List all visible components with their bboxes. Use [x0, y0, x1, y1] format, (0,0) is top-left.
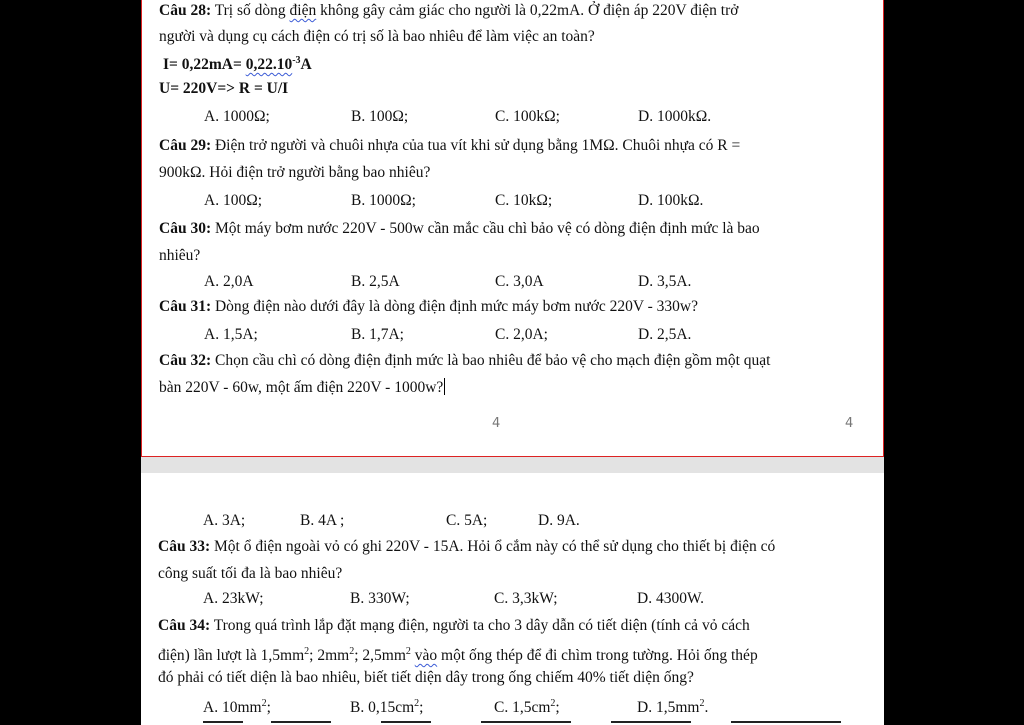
q30-text-a: Một máy bơm nước 220V - 500w cần mắc cầu chì bảo vệ có dòng điện định mức là bao [211, 220, 760, 237]
question-31-line-1 [159, 298, 698, 316]
cut-off-text-fragment [611, 721, 691, 723]
q32-text-b: bàn 220V - 60w, một ấm điện 220V - 1000w? [159, 379, 444, 396]
q32-text-a: Chọn cầu chì có dòng điện định mức là bao nhiêu để bảo vệ cho mạch điện gồm một quạt [211, 352, 771, 369]
q31-option-d: D. 2,5A. [638, 326, 692, 343]
q32-option-b: B. 4A ; [300, 512, 345, 529]
question-32-line-1 [159, 352, 770, 370]
q34-option-b-sup: 2 [414, 698, 420, 709]
q29-option-a: A. 100Ω; [204, 192, 263, 209]
question-28-label: Câu 28: [159, 2, 212, 19]
q29-option-c: C. 10kΩ; [495, 192, 553, 209]
cut-off-text-fragment [481, 721, 571, 723]
q33-option-b: B. 330W; [350, 590, 410, 607]
question-34-line-2 [158, 643, 758, 665]
q34-option-b-suffix: ; [419, 699, 424, 717]
q34-text-c: ; 2mm [309, 647, 350, 665]
q34-option-d [637, 695, 708, 717]
q28-text-c: không gây cảm giác cho người là 0,22mA. Ở điện áp 220V điện trở [316, 2, 739, 19]
q31-text-a: Dòng điện nào dưới đây là dòng điện định mức máy bơm nước 220V - 330w? [211, 298, 698, 315]
q32-option-d: D. 9A. [538, 512, 580, 529]
question-30-line-1 [159, 220, 760, 238]
q28-option-b: B. 100Ω; [351, 108, 409, 125]
q34-text-e: một ống thép để đi chìm trong tường. Hỏi ống thép [437, 647, 758, 665]
q34-text-d: ; 2,5mm [354, 647, 406, 665]
q33-option-d: D. 4300W. [637, 590, 705, 607]
question-33-line-2: công suất tối đa là bao nhiêu? [158, 565, 343, 582]
question-30-line-2: nhiêu? [159, 247, 201, 264]
q28-option-a: A. 1000Ω; [204, 108, 270, 125]
page-gap [141, 457, 884, 473]
q34-option-c-text: C. 1,5cm [494, 699, 551, 717]
q34-option-b-text: B. 0,15cm [350, 699, 415, 717]
page-number-right: 4 [845, 416, 854, 431]
q33-option-c: C. 3,3kW; [494, 590, 558, 607]
question-34-line-3: đó phải có tiết diện là bao nhiêu, biết tiết diện dây trong ống chiếm 40% tiết diện ống? [158, 669, 694, 686]
question-29-line-1 [159, 137, 740, 155]
q34-text-b: điện) lần lượt là 1,5mm [158, 647, 305, 665]
q28-text-a: Trị số dòng [211, 2, 286, 19]
q31-option-a: A. 1,5A; [204, 326, 258, 343]
q34-option-d-text: D. 1,5mm [637, 699, 700, 717]
q34-sup-3: 2 [405, 646, 411, 657]
question-31-label: Câu 31: [159, 298, 212, 315]
q31-option-b: B. 1,7A; [351, 326, 404, 343]
q34-option-c [494, 695, 560, 717]
question-30-label: Câu 30: [159, 220, 212, 237]
cut-off-text-fragment [203, 721, 243, 723]
q34-option-d-sup: 2 [699, 698, 705, 709]
q28-calc-exponent: -3 [292, 55, 301, 66]
question-34-line-1 [158, 617, 750, 635]
document-page-1 [141, 0, 884, 457]
q34-option-c-suffix: ; [555, 699, 560, 717]
q34-option-a-text: A. 10mm [203, 699, 262, 717]
q29-option-b: B. 1000Ω; [351, 192, 416, 209]
cut-off-text-fragment [271, 721, 331, 723]
question-28-line-2: người và dụng cụ cách điện có trị số là bao nhiêu để làm việc an toàn? [159, 28, 595, 45]
q34-option-a-sup: 2 [261, 698, 267, 709]
cut-off-text-fragment [731, 721, 841, 723]
q28-option-c: C. 100kΩ; [495, 108, 560, 125]
document-page-2 [141, 473, 884, 725]
q32-option-c: C. 5A; [446, 512, 488, 529]
q34-option-d-suffix: . [704, 699, 709, 717]
q28-calc-unit: A [300, 56, 312, 74]
q34-sup-1: 2 [304, 646, 310, 657]
q34-spellcheck-word: vào [414, 647, 438, 665]
q30-option-b: B. 2,5A [351, 273, 400, 290]
q34-option-a-suffix: ; [266, 699, 271, 717]
question-33-line-1 [158, 538, 775, 556]
q34-option-a [203, 695, 271, 717]
q31-option-c: C. 2,0A; [495, 326, 548, 343]
q28-calc-resistance: U= 220V=> R = U/I [159, 80, 289, 97]
page-number-center: 4 [492, 416, 501, 431]
question-29-label: Câu 29: [159, 137, 212, 154]
q30-option-a: A. 2,0A [204, 273, 254, 290]
q29-text-a: Điện trở người và chuôi nhựa của tua vít khi sử dụng bằng 1MΩ. Chuôi nhựa có R = [211, 137, 741, 154]
q28-calc-current [163, 52, 312, 74]
cut-off-text-fragment [381, 721, 431, 723]
q28-spellcheck-word: điện [289, 2, 317, 19]
question-28-line-1 [159, 2, 738, 20]
q28-calc-current-b: 0,22.10 [245, 56, 293, 74]
q30-option-d: D. 3,5A. [638, 273, 692, 290]
question-33-label: Câu 33: [158, 538, 211, 555]
question-32-label: Câu 32: [159, 352, 212, 369]
q33-text-a: Một ổ điện ngoài vỏ có ghi 220V - 15A. Hỏi ổ cắm này có thể sử dụng cho thiết bị điện có [210, 538, 776, 555]
q28-calc-current-a: I= 0,22mA= [163, 56, 246, 74]
question-32-line-2[interactable] [159, 378, 445, 397]
q30-option-c: C. 3,0A [495, 273, 544, 290]
q29-option-d: D. 100kΩ. [638, 192, 704, 209]
q34-option-c-sup: 2 [550, 698, 556, 709]
question-34-label: Câu 34: [158, 617, 211, 634]
q32-option-a: A. 3A; [203, 512, 246, 529]
q34-option-b [350, 695, 423, 717]
q34-text-a: Trong quá trình lắp đặt mạng điện, người ta cho 3 dây dẫn có tiết diện (tính cả vỏ cách [210, 617, 750, 634]
question-29-line-2: 900kΩ. Hỏi điện trở người bằng bao nhiêu? [159, 164, 431, 181]
text-cursor [444, 378, 445, 395]
q28-option-d: D. 1000kΩ. [638, 108, 712, 125]
q34-sup-2: 2 [349, 646, 355, 657]
q33-option-a: A. 23kW; [203, 590, 264, 607]
